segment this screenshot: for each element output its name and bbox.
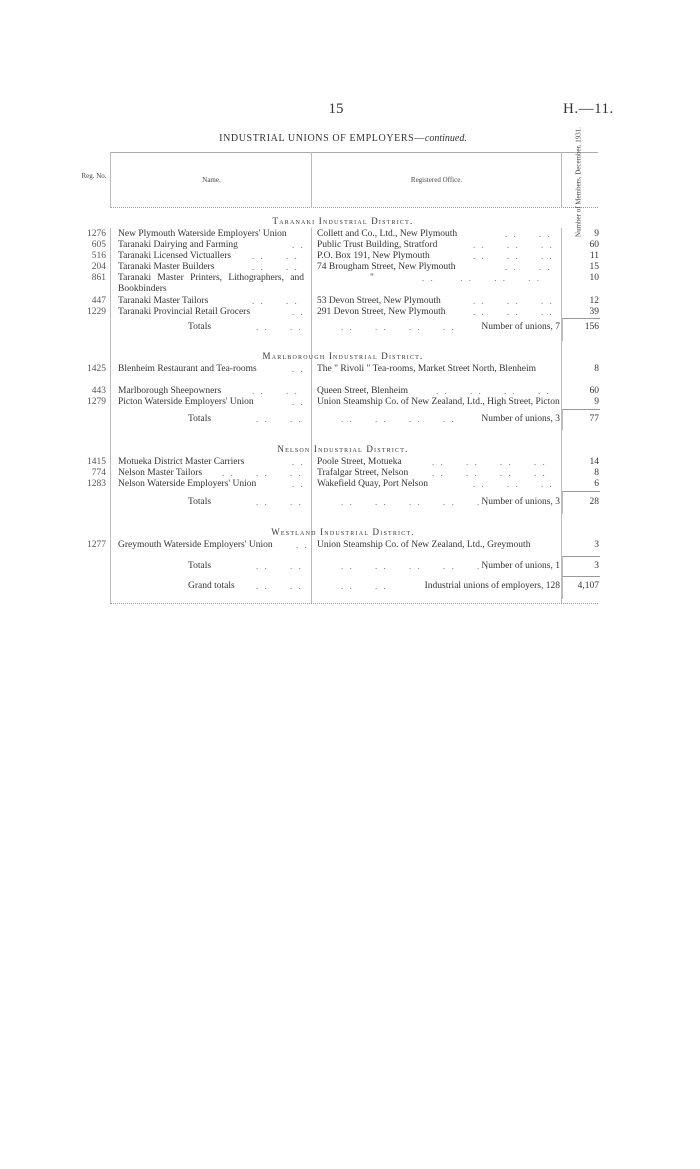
member-count: 11 bbox=[589, 251, 599, 261]
member-count: 3 bbox=[594, 540, 599, 550]
union-name: Taranaki Dairying and Farming bbox=[118, 240, 238, 250]
table-title bbox=[0, 133, 686, 144]
leader-dots: . . bbox=[292, 364, 305, 374]
header-reg-label: Reg. No. bbox=[81, 172, 107, 180]
union-name: Picton Waterside Employers' Union bbox=[118, 397, 254, 407]
header-name: Name. bbox=[202, 176, 221, 184]
reg-no: 861 bbox=[91, 273, 106, 283]
totals-members: 3 bbox=[594, 561, 599, 571]
reg-no: 1425 bbox=[87, 364, 106, 374]
member-count: 10 bbox=[589, 273, 599, 283]
union-name: Blenheim Restaurant and Tea-rooms bbox=[118, 364, 257, 374]
totals-unions-count: Number of unions, 3 bbox=[481, 414, 560, 424]
member-count: 8 bbox=[594, 364, 599, 374]
leader-dots: . . . . . . bbox=[473, 296, 554, 306]
grand-totals-unions: Industrial unions of employers, 128 bbox=[424, 581, 560, 591]
title-main: INDUSTRIAL UNIONS OF EMPLOYERS— bbox=[219, 133, 425, 144]
grand-totals-label: Grand totals bbox=[188, 581, 235, 591]
registered-office: P.O. Box 191, New Plymouth bbox=[317, 251, 430, 261]
registered-office: Wakefield Quay, Port Nelson bbox=[317, 479, 429, 489]
leader-dots: . . . . . . . . . . . . bbox=[256, 414, 456, 424]
totals-unions-count: Number of unions, 3 bbox=[481, 497, 560, 507]
registered-office: Collett and Co., Ltd., New Plymouth bbox=[317, 229, 458, 239]
leader-dots: . . . . . . bbox=[473, 251, 554, 261]
leader-dots: . . . . . . . . bbox=[432, 457, 547, 467]
union-name: Taranaki Licensed Victuallers bbox=[118, 251, 232, 261]
grand-totals-members: 4,107 bbox=[577, 581, 599, 591]
union-name: Taranaki Master Printers, Lithographers, and Bookbinders bbox=[118, 273, 304, 294]
leader-dots: . . . . bbox=[252, 262, 299, 272]
totals-members: 77 bbox=[589, 414, 599, 424]
header-office: Registered Office. bbox=[410, 176, 463, 184]
union-name: Greymouth Waterside Employers' Union bbox=[118, 540, 273, 550]
union-name: Taranaki Master Builders bbox=[118, 262, 215, 272]
member-count: 8 bbox=[594, 468, 599, 478]
reg-no: 1279 bbox=[87, 397, 106, 407]
union-name: Taranaki Provincial Retail Grocers bbox=[118, 307, 251, 317]
union-name: New Plymouth Waterside Employers' Union bbox=[118, 229, 287, 239]
header-members bbox=[561, 127, 597, 237]
member-count: 12 bbox=[589, 296, 599, 306]
leader-dots: . . . . bbox=[505, 229, 552, 239]
totals-label: Totals bbox=[188, 561, 212, 571]
member-count: 9 bbox=[594, 397, 599, 407]
leader-dots: . . . . . . . . bbox=[432, 468, 547, 478]
reg-no: 443 bbox=[91, 386, 106, 396]
registered-office: Trafalgar Street, Nelson bbox=[317, 468, 409, 478]
district-heading: Taranaki Industrial District. bbox=[272, 216, 414, 226]
header-top-rule bbox=[110, 152, 598, 153]
reg-no: 1276 bbox=[87, 229, 106, 239]
leader-dots: . . . . . . . . bbox=[422, 273, 541, 283]
reg-no: 447 bbox=[91, 296, 106, 306]
page-number: 15 bbox=[328, 101, 344, 117]
title-suffix: continued. bbox=[424, 133, 467, 144]
leader-dots: . . . . . . . . . . . . . . bbox=[256, 561, 490, 571]
body-divider-reg bbox=[110, 228, 111, 604]
leader-dots: . . . . bbox=[252, 386, 299, 396]
header-bottom-rule bbox=[110, 207, 598, 208]
registered-office: Union Steamship Co. of New Zealand, Ltd., High Street, Picton bbox=[317, 397, 560, 407]
registered-office: Queen Street, Blenheim bbox=[317, 386, 409, 396]
member-count: 6 bbox=[594, 479, 599, 489]
registered-office: 74 Brougham Street, New Plymouth bbox=[317, 262, 456, 272]
totals-label: Totals bbox=[188, 414, 212, 424]
leader-dots: . . . . bbox=[252, 251, 299, 261]
leader-dots: . . . . . . bbox=[473, 307, 554, 317]
registered-office: " bbox=[370, 273, 374, 283]
member-count: 9 bbox=[594, 229, 599, 239]
document-code: H.—11. bbox=[563, 101, 614, 117]
union-name: Marlborough Sheepowners bbox=[118, 386, 222, 396]
leader-dots: . . . . . . bbox=[473, 479, 554, 489]
leader-dots: . . . . . . bbox=[222, 468, 303, 478]
totals-members: 28 bbox=[589, 497, 599, 507]
member-count: 15 bbox=[589, 262, 599, 272]
table-bottom-rule bbox=[110, 603, 598, 604]
leader-dots: . . bbox=[292, 307, 305, 317]
leader-dots: . . bbox=[292, 397, 305, 407]
leader-dots: . . . . bbox=[505, 262, 552, 272]
leader-dots: . . bbox=[292, 479, 305, 489]
registered-office: Public Trust Building, Stratford bbox=[317, 240, 438, 250]
totals-label: Totals bbox=[188, 497, 212, 507]
reg-no: 605 bbox=[91, 240, 106, 250]
leader-dots: . . . . bbox=[252, 296, 299, 306]
totals-unions-count: Number of unions, 7 bbox=[481, 322, 560, 332]
reg-no: 1229 bbox=[87, 307, 106, 317]
union-name: Nelson Master Tailors bbox=[118, 468, 203, 478]
district-heading: Nelson Industrial District. bbox=[277, 444, 409, 454]
registered-office: Union Steamship Co. of New Zealand, Ltd., Greymouth bbox=[317, 540, 531, 550]
reg-no: 1283 bbox=[87, 479, 106, 489]
union-name: Taranaki Master Tailors bbox=[118, 296, 209, 306]
col-divider-reg bbox=[110, 152, 111, 208]
reg-no: 516 bbox=[91, 251, 106, 261]
reg-no: 204 bbox=[91, 262, 106, 272]
totals-label: Totals bbox=[188, 322, 212, 332]
member-count: 60 bbox=[589, 386, 599, 396]
leader-dots: . . bbox=[296, 540, 309, 550]
leader-dots: . . . . . . . . . . . . . . bbox=[256, 497, 490, 507]
member-count: 39 bbox=[589, 307, 599, 317]
leader-dots: . . . . . . bbox=[473, 240, 554, 250]
header-members-label: Number of Members, December, 1931. bbox=[574, 127, 583, 237]
member-count: 14 bbox=[589, 457, 599, 467]
union-name: Nelson Waterside Employers' Union bbox=[118, 479, 257, 489]
leader-dots: . . . . . . . . . . . . bbox=[256, 322, 456, 332]
reg-no: 774 bbox=[91, 468, 106, 478]
member-count: 60 bbox=[589, 240, 599, 250]
leader-dots: . . . . . . . . bbox=[436, 386, 551, 396]
district-heading: Westland Industrial District. bbox=[271, 527, 415, 537]
reg-no: 1277 bbox=[87, 540, 106, 550]
union-name: Motueka District Master Carriers bbox=[118, 457, 245, 467]
registered-office: 53 Devon Street, New Plymouth bbox=[317, 296, 441, 306]
leader-dots: . . bbox=[292, 457, 305, 467]
registered-office: Poole Street, Motueka bbox=[317, 457, 402, 467]
header-reg-no bbox=[80, 172, 108, 180]
leader-dots: . . bbox=[292, 240, 305, 250]
totals-members: 156 bbox=[584, 322, 599, 332]
reg-no: 1415 bbox=[87, 457, 106, 467]
totals-unions-count: Number of unions, 1 bbox=[481, 561, 560, 571]
registered-office: The " Rivoli " Tea-rooms, Market Street North, Blenheim bbox=[317, 364, 537, 374]
registered-office: 291 Devon Street, New Plymouth bbox=[317, 307, 446, 317]
district-heading: Marlborough Industrial District. bbox=[262, 351, 424, 361]
leader-dots: . . . . . . . . bbox=[256, 581, 388, 591]
